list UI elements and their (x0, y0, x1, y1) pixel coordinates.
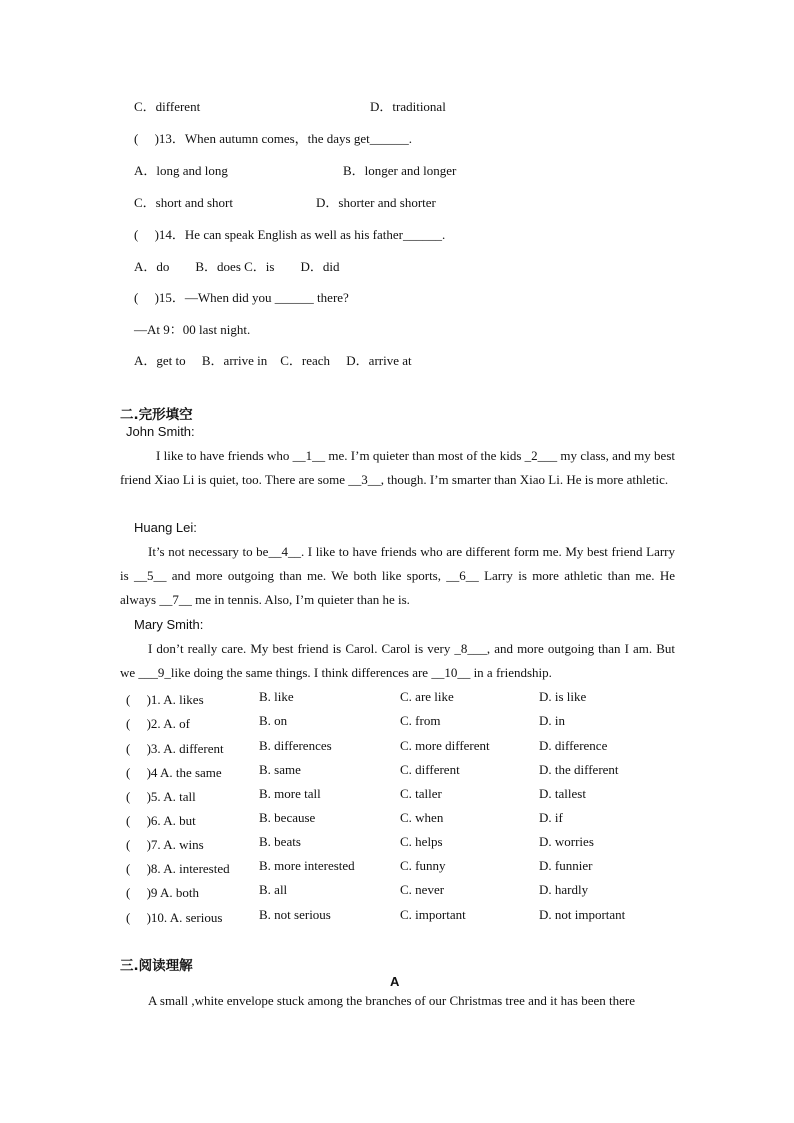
question-a: ( )8. A. interested (126, 861, 230, 876)
option-c: C. taller (400, 786, 442, 801)
option-c: C. from (400, 713, 441, 728)
option-d: D. if (539, 810, 563, 825)
option-c: C. never (400, 882, 445, 897)
option-c: C. more different (400, 738, 490, 753)
speaker-huang-lei: Huang Lei: (134, 520, 197, 535)
option-d: D. the different (539, 762, 619, 777)
cloze-question-9 (0, 882, 794, 902)
question-a: ( )4 A. the same (126, 765, 222, 780)
q15-options: A．get to B．arrive in C．reach D．arrive at (134, 353, 412, 368)
q12-option-c: C．different (134, 99, 201, 114)
option-b: B. all (259, 882, 288, 897)
cloze-question-6 (0, 810, 794, 830)
option-d: D. in (539, 713, 565, 728)
option-b: B. like (259, 689, 294, 704)
cloze-question-3 (0, 738, 794, 758)
option-b: B. not serious (259, 907, 331, 922)
option-b: B. more interested (259, 858, 355, 873)
cloze-question-2 (0, 713, 794, 733)
question-a: ( )7. A. wins (126, 837, 204, 852)
cloze-question-1 (0, 689, 794, 709)
q14-stem: ( )14．He can speak English as well as his father______. (134, 227, 446, 242)
huang-lei-paragraph: It’s not necessary to be__4__. I like to have friends who are different form me. My best friend Larry is __5__ and more outgoing than me. We both like sports, __6__ Larry is more athletic than me. He always __7__ me in tennis. Also, I’m quieter than he is. (120, 544, 675, 607)
mary-smith-paragraph: I don’t really care. My best friend is Carol. Carol is very _8___, and more outgoing than I am. But we ___9_like doing the same things. I think differences are __10__ in a friendship. (120, 641, 675, 680)
q13-stem: ( )13．When autumn comes，the days get______. (134, 131, 412, 146)
question-a: ( )10. A. serious (126, 910, 223, 925)
option-b: B. because (259, 810, 316, 825)
option-d: D. worries (539, 834, 594, 849)
passage-label: A (390, 974, 400, 989)
question-a: ( )6. A. but (126, 813, 196, 828)
option-d: D. funnier (539, 858, 593, 873)
section2-heading: 二.完形填空 (120, 407, 193, 423)
john-smith-paragraph: I like to have friends who __1__ me. I’m quieter than most of the kids _2___ my class, and my best friend Xiao Li is quiet, too. There are some __3__, though. I’m smarter than Xiao Li. He is more athletic. (120, 448, 675, 487)
q13-option-b: B．longer and longer (343, 163, 457, 178)
option-b: B. differences (259, 738, 332, 753)
option-c: C. helps (400, 834, 443, 849)
option-b: B. same (259, 762, 301, 777)
option-b: B. on (259, 713, 288, 728)
option-d: D. tallest (539, 786, 586, 801)
option-d: D. not important (539, 907, 626, 922)
q15-answer-line: —At 9：00 last night. (134, 322, 251, 337)
cloze-question-7 (0, 834, 794, 854)
option-b: B. more tall (259, 786, 321, 801)
option-c: C. important (400, 907, 466, 922)
option-c: C. funny (400, 858, 446, 873)
question-a: ( )1. A. likes (126, 692, 204, 707)
cloze-question-8 (0, 858, 794, 878)
option-c: C. when (400, 810, 444, 825)
q12-option-d: D．traditional (370, 99, 446, 114)
option-b: B. beats (259, 834, 301, 849)
speaker-mary-smith: Mary Smith: (134, 617, 204, 632)
q15-stem: ( )15．—When did you ______ there? (134, 290, 349, 305)
option-d: D. is like (539, 689, 587, 704)
q13-option-c: C．short and short (134, 195, 233, 210)
q13-option-d: D．shorter and shorter (316, 195, 436, 210)
cloze-question-4 (0, 762, 794, 782)
question-a: ( )9 A. both (126, 885, 199, 900)
question-a: ( )2. A. of (126, 716, 190, 731)
question-a: ( )3. A. different (126, 741, 224, 756)
option-c: C. different (400, 762, 460, 777)
option-c: C. are like (400, 689, 454, 704)
option-d: D. difference (539, 738, 608, 753)
option-d: D. hardly (539, 882, 589, 897)
speaker-john-smith: John Smith: (126, 424, 195, 439)
q13-option-a: A．long and long (134, 163, 228, 178)
cloze-question-5 (0, 786, 794, 806)
passage-first-line: A small ,white envelope stuck among the branches of our Christmas tree and it has been there (148, 993, 635, 1008)
section3-heading: 三.阅读理解 (120, 958, 193, 974)
cloze-question-10 (0, 907, 794, 927)
q14-options: A．do B．does C．is D．did (134, 259, 340, 274)
question-a: ( )5. A. tall (126, 789, 196, 804)
